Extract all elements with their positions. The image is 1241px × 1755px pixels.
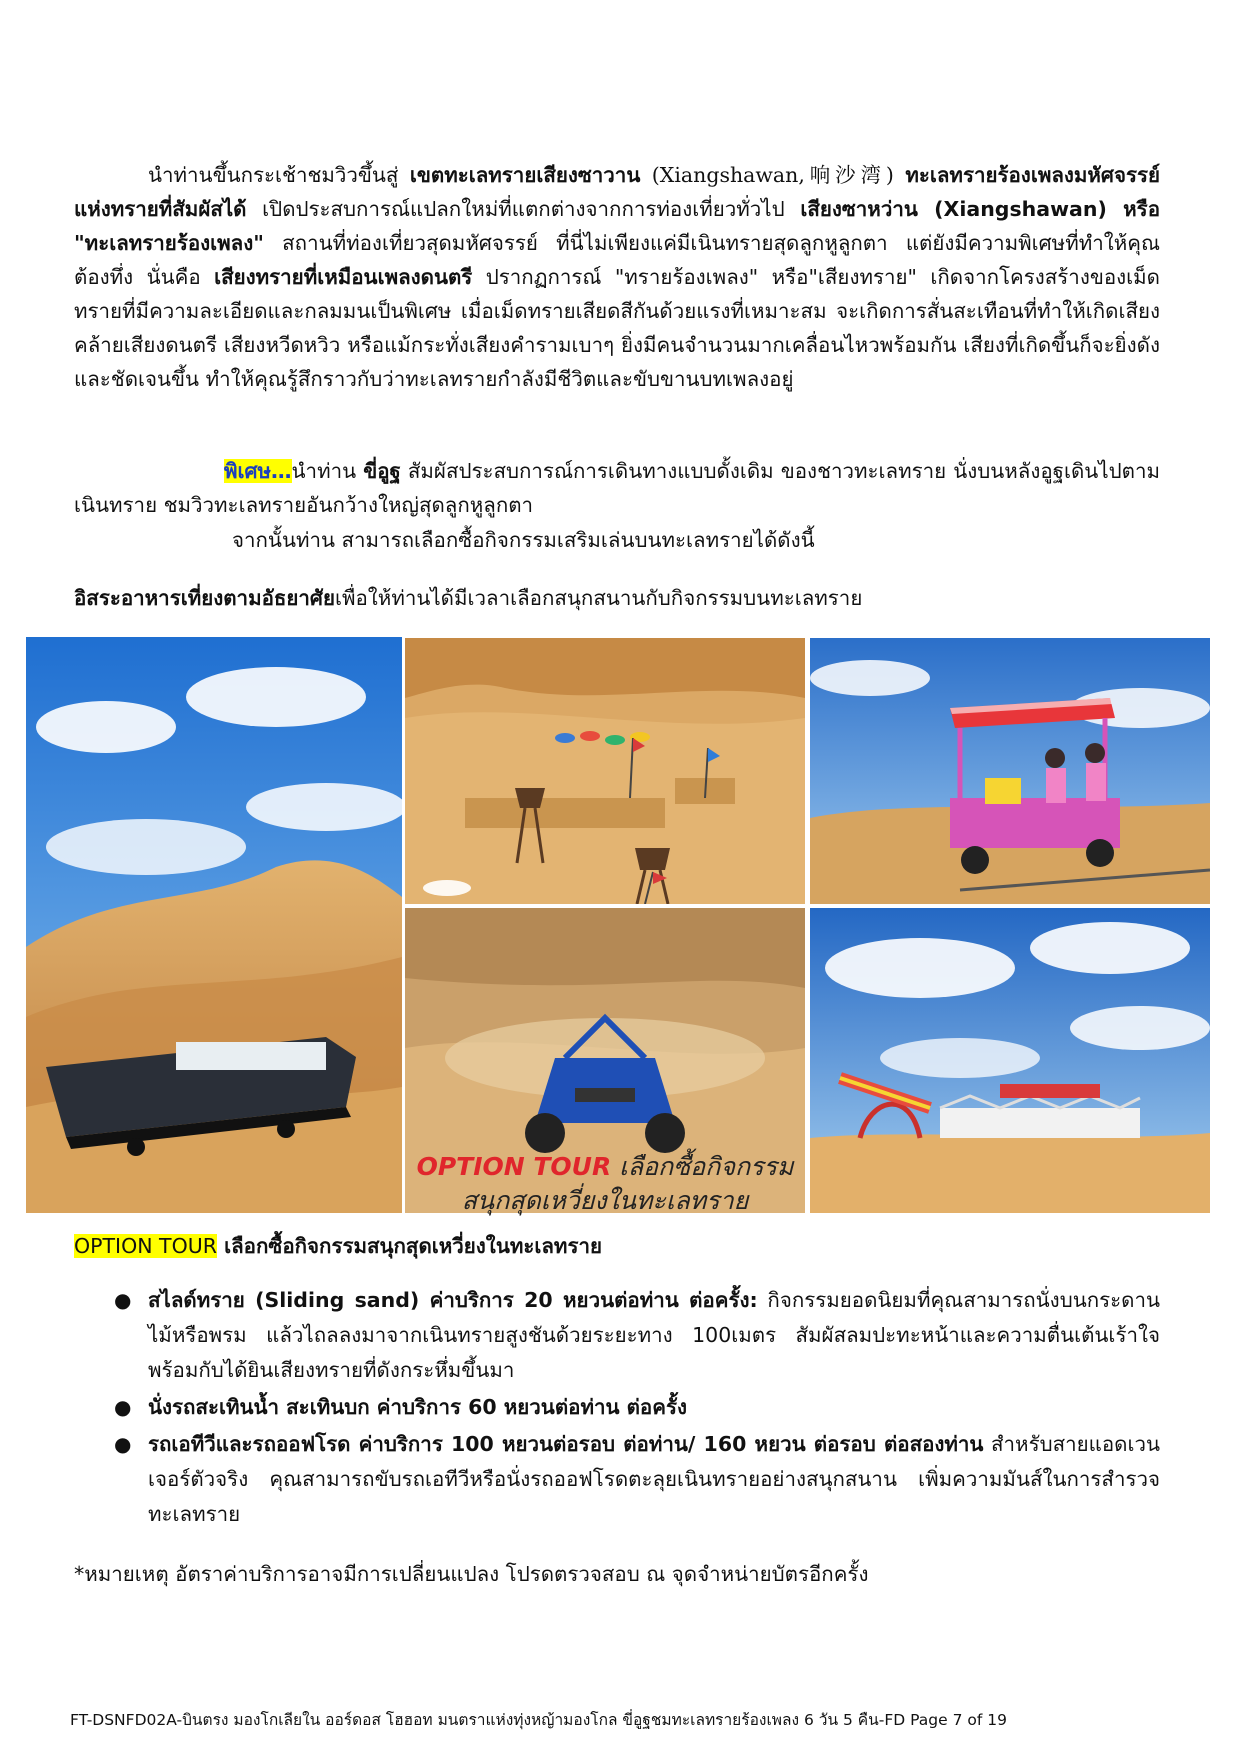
collage-caption-red: OPTION TOUR	[416, 1152, 612, 1181]
lunch-line	[74, 581, 862, 615]
option-list	[74, 1283, 1160, 1534]
bullet-text: สำหรับสายแอดเวนเจอร์ตัวจริง คุณสามารถขับรถเอทีวีหรือนั่งรถออฟโรดตะลุยเนินทรายอย่างสนุกสนาน เพิ่มความมันส์ในการสำรวจทะเลทราย	[148, 1432, 1160, 1526]
list-item	[74, 1390, 1160, 1425]
special-bold-camel: ขี่อูฐ	[363, 459, 401, 483]
collage-caption	[405, 1150, 805, 1218]
intro-text-4: สถานที่ท่องเที่ยวสุดมหัศจรรย์ ที่นี่ไม่เพียงแค่มีเนินทรายสุดลูกหูลูกตา แต่ยังมีความพิเศษที่ทำให้คุณต้องทึ่ง นั่นคือ	[74, 231, 1160, 289]
photo-sand-rail-bike	[810, 638, 1210, 904]
intro-bold-1: เขตทะเลทรายเสียงซาวาน	[409, 163, 641, 187]
special-tag: พิเศษ…	[224, 459, 292, 483]
bullet-text: กิจกรรมยอดนิยมที่คุณสามารถนั่งบนกระดานไม้หรือพรม แล้วไถลลงมาจากเนินทรายสูงชันด้วยระยะทาง 100เมตร สัมผัสลมปะทะหน้าและความตื่นเต้นเร้าใจ พร้อมกับได้ยินเสียงทรายที่ดังกระหึ่มขึ้นมา	[148, 1288, 1160, 1382]
option-heading-text: เลือกซื้อกิจกรรมสนุกสุดเหวี่ยงในทะเลทราย	[216, 1234, 602, 1258]
page-footer: FT-DSNFD02A-บินตรง มองโกเลียใน ออร์ดอส โฮฮอท มนตราแห่งทุ่งหญ้ามองโกล ขี่อูฐชมทะเลทรายร้องเพลง 6 วัน 5 คืน-FD Page 7 of 19	[70, 1711, 1007, 1729]
lunch-text: เพื่อให้ท่านได้มีเวลาเลือกสนุกสนานกับกิจกรรมบนทะเลทราย	[334, 586, 863, 610]
special-text-1: นำท่าน	[291, 459, 364, 483]
bullet-bold: รถเอทีวีและรถออฟโรด ค่าบริการ 100 หยวนต่อรอบ ต่อท่าน/ 160 หยวน ต่อรอบ ต่อสองท่าน	[148, 1432, 984, 1456]
lunch-bold: อิสระอาหารเที่ยงตามอัธยาศัย	[74, 586, 335, 610]
note-line: *หมายเหตุ อัตราค่าบริการอาจมีการเปลี่ยนแปลง โปรดตรวจสอบ ณ จุดจำหน่ายบัตรอีกครั้ง	[74, 1562, 869, 1586]
special-text-2: สัมผัสประสบการณ์การเดินทางแบบดั้งเดิม ของชาวทะเลทราย นั่งบนหลังอูฐเดินไปตามเนินทราย ชมวิวทะเลทรายอันกว้างใหญ่สุดลูกหูลูกตา	[74, 459, 1160, 517]
option-heading-tag: OPTION TOUR	[74, 1234, 217, 1258]
collage-caption-rest: เลือกซื้อกิจกรรม	[611, 1152, 794, 1181]
bullet-bold: สไลด์ทราย (Sliding sand) ค่าบริการ 20 หยวนต่อท่าน ต่อครั้ง:	[148, 1288, 758, 1312]
collage-caption-line-2: สนุกสุดเหวี่ยงในทะเลทราย	[461, 1186, 749, 1215]
intro-bold-4: เสียงทรายที่เหมือนเพลงดนตรี	[214, 265, 473, 289]
collage-caption-line-1	[405, 1150, 805, 1184]
intro-text-5: ปรากฏการณ์ "ทรายร้องเพลง" หรือ"เสียงทราย" เกิดจากโครงสร้างของเม็ดทรายที่มีความละเอียดและกลมมนเป็นพิเศษ เมื่อเม็ดทรายเสียดสีกันด้วยแรงที่เหมาะสม จะเกิดการสั่นสะเทือนที่ทำให้เกิดเสียงคล้ายเสียงดนตรี เสียงหวีดหวิว หรือแม้กระทั่งเสียงคำรามเบาๆ ยิ่งมีคนจำนวนมากเคลื่อนไหวพร้อมกัน เสียงที่เกิดขึ้นก็จะยิ่งดังและชัดเจนขึ้น ทำให้คุณรู้สึกราวกับว่าทะเลทรายกำลังมีชีวิตและขับขานบทเพลงอยู่	[74, 265, 1160, 391]
bullet-dot-icon: ●	[114, 1288, 132, 1312]
intro-text-1: นำท่านขึ้นกระเช้าชมวิวขึ้นสู่	[148, 163, 410, 187]
photo-desert-camp-towers	[405, 638, 805, 904]
list-item	[74, 1283, 1160, 1388]
special-paragraph	[74, 454, 1160, 522]
intro-bold-2: ทะเลทรายร้องเพลงมหัศจรรย์แห่งทรายที่สัมผัสได้	[74, 163, 1160, 221]
bullet-bold: นั่งรถสะเทินน้ำ สะเทินบก ค่าบริการ 60 หยวนต่อท่าน ต่อครั้ง	[148, 1395, 687, 1419]
intro-text-3: เปิดประสบการณ์แปลกใหม่ที่แตกต่างจากการท่องเที่ยวทั่วไป	[246, 197, 801, 221]
then-line: จากนั้นท่าน สามารถเลือกซื้อกิจกรรมเสริมเล่นบนทะเลทรายได้ดังนี้	[232, 528, 815, 552]
intro-text-2: (Xiangshawan,响沙湾)	[640, 163, 906, 187]
intro-bold-3: เสียงซาหว่าน (Xiangshawan) หรือ "ทะเลทรายร้องเพลง"	[74, 197, 1161, 255]
bullet-dot-icon: ●	[114, 1432, 132, 1456]
intro-paragraph	[74, 158, 1160, 396]
photo-amphibious-boat-dunes	[26, 637, 402, 1213]
photo-amusement-ride-dunes	[810, 908, 1210, 1213]
bullet-dot-icon: ●	[114, 1395, 132, 1419]
option-heading	[74, 1229, 602, 1263]
list-item	[74, 1427, 1160, 1532]
